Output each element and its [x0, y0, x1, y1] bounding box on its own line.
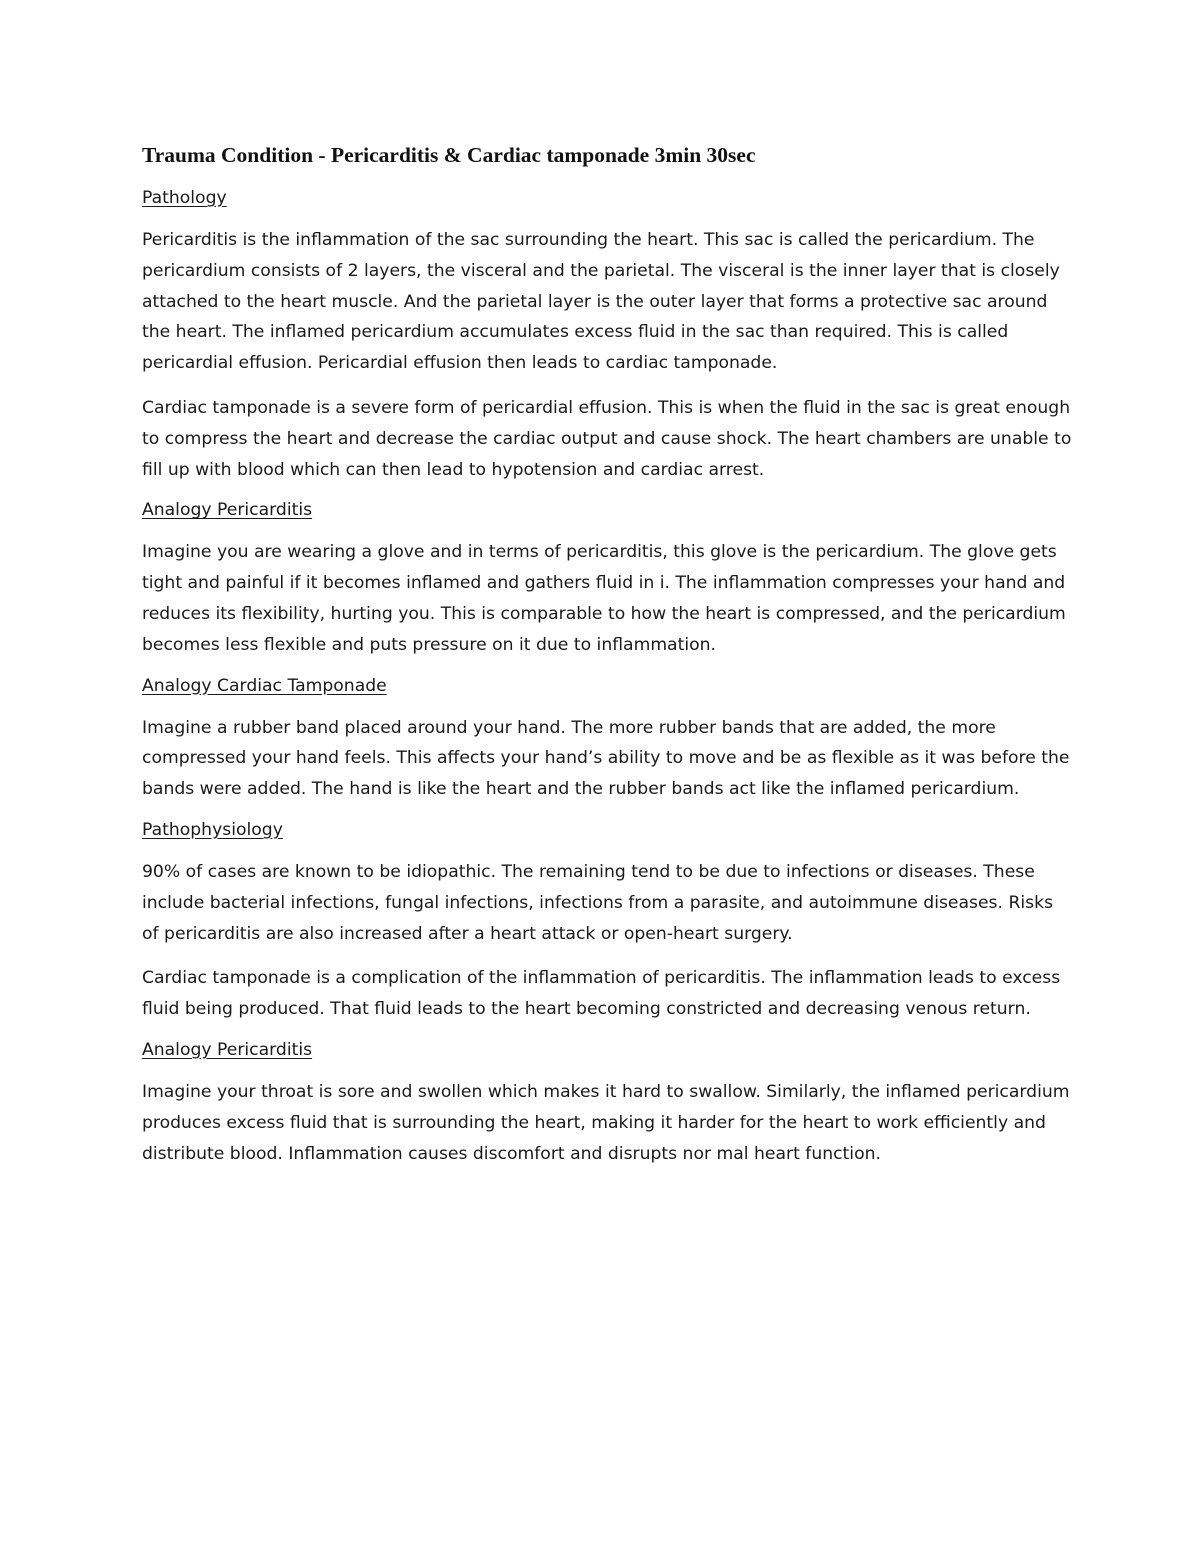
section-analogy-pericarditis-2 [142, 1039, 1072, 1169]
paragraph: Imagine a rubber band placed around your hand. The more rubber bands that are added, the more compressed your hand feels. This affects your hand’s ability to move and be as flexible as it was before the bands were added. The hand is like the heart and the rubber bands act like the inflamed pericardium. [142, 717, 1070, 800]
paragraph: Cardiac tamponade is a complication of the inflammation of pericarditis. The inflammation leads to excess fluid being produced. That fluid leads to the heart becoming constricted and decreasing venous return. [142, 968, 1061, 1020]
section-analogy-cardiac-tamponade [142, 675, 1072, 805]
section-heading: Analogy Pericarditis [142, 1039, 313, 1060]
section-heading: Analogy Pericarditis [142, 500, 313, 521]
section-heading: Pathology [142, 188, 227, 208]
section-analogy-pericarditis [142, 499, 1072, 660]
paragraph: Imagine your throat is sore and swollen which makes it hard to swallow. Similarly, the inflamed pericardium produces excess fluid that is surrounding the heart, making it harder for the heart to work efficiently and distribute blood. Inflammation causes discomfort and disrupts nor mal heart function. [142, 1081, 1070, 1164]
paragraph: Pericarditis is the inflammation of the sac surrounding the heart. This sac is called the pericardium. The pericardium consists of 2 layers, the visceral and the parietal. The visceral is the inner layer that is closely attached to the heart muscle. And the parietal layer is the outer layer that forms a protective sac around the heart. The inflamed pericardium accumulates excess fluid in the sac than required. This is called pericardial effusion. Pericardial effusion then leads to cardiac tamponade. [142, 230, 1060, 374]
paragraph: Cardiac tamponade is a severe form of pericardial effusion. This is when the fluid in the sac is great enough to compress the heart and decrease the cardiac output and cause shock. The heart chambers are unable to fill up with blood which can then lead to hypotension and cardiac arrest. [142, 397, 1072, 480]
document-body [142, 140, 1072, 1183]
page-title: Trauma Condition - Pericarditis & Cardiac tamponade 3min 30sec [142, 143, 756, 167]
paragraph: 90% of cases are known to be idiopathic. The remaining tend to be due to infections or diseases. These include bacterial infections, fungal infections, infections from a parasite, and autoimmune diseases. Risks of pericarditis are also increased after a heart attack or open-heart surgery. [142, 861, 1054, 944]
section-heading: Analogy Cardiac Tamponade [142, 675, 387, 696]
section-pathophysiology [142, 819, 1072, 1025]
paragraph: Imagine you are wearing a glove and in terms of pericarditis, this glove is the pericardium. The glove gets tight and painful if it becomes inflamed and gathers fluid in i. The inflammation compresses your hand and reduces its flexibility, hurting you. This is comparable to how the heart is compressed, and the pericardium becomes less flexible and puts pressure on it due to inflammation. [142, 542, 1066, 655]
section-pathology [142, 187, 1072, 485]
section-heading: Pathophysiology [142, 819, 283, 840]
